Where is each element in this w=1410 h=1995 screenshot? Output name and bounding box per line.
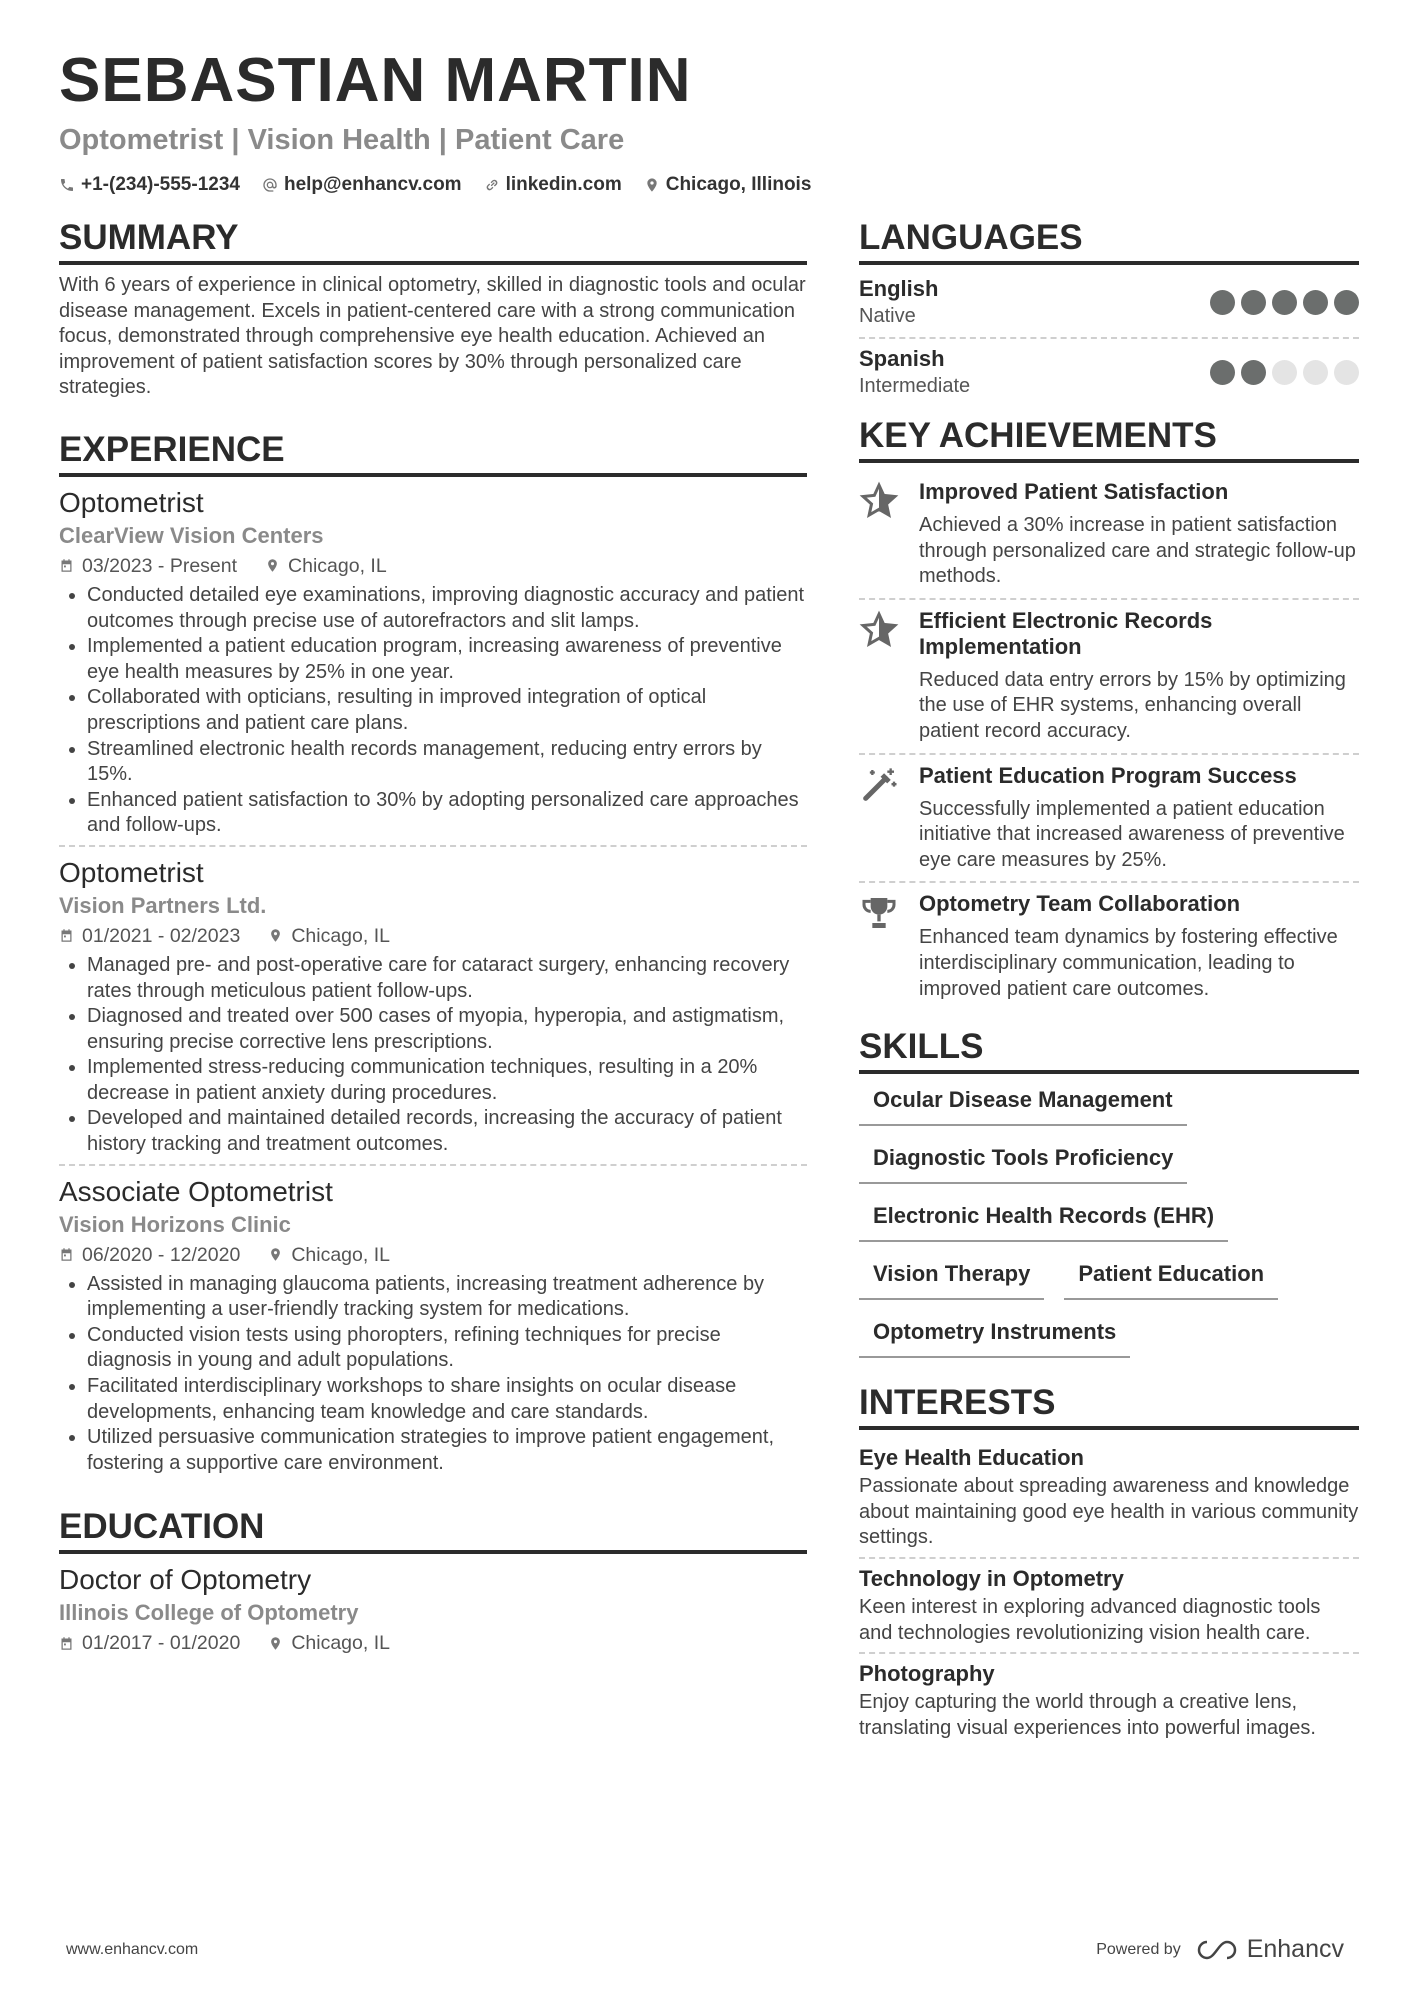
- interest-desc: Keen interest in exploring advanced diagnostic tools and technologies revolutionizing vision health care.: [859, 1595, 1321, 1644]
- infinity-logo-icon: [1195, 1938, 1239, 1962]
- rating-dot-empty: [1303, 360, 1328, 385]
- language-item: [859, 337, 1359, 407]
- job-location-text: Chicago, IL: [288, 554, 387, 577]
- language-rating: [1210, 290, 1359, 315]
- interest-title: Technology in Optometry: [859, 1565, 1124, 1591]
- interest-title: Eye Health Education: [859, 1445, 1084, 1471]
- job-bullet: • Streamlined electronic health records management, reducing entry errors by 15%.: [87, 737, 807, 788]
- education-section: [59, 1504, 807, 1658]
- job-company: Vision Horizons Clinic: [59, 1211, 291, 1237]
- achievement-desc: Reduced data entry errors by 15% by optimizing the use of EHR systems, enhancing overall patient record accuracy.: [919, 668, 1346, 742]
- achievements-heading: KEY ACHIEVEMENTS: [859, 413, 1359, 463]
- job-bullet: • Facilitated interdisciplinary workshops to share insights on ocular disease developments, enhancing team knowledge and care standards.: [87, 1374, 807, 1425]
- rating-dot-filled: [1303, 290, 1328, 315]
- language-item: [859, 273, 1359, 337]
- contact-location: [644, 174, 812, 196]
- contact-linkedin-text: linkedin.com: [505, 174, 622, 195]
- job-bullet: • Implemented a patient education program, increasing awareness of preventive eye health measures by 25% in one year.: [87, 634, 807, 685]
- job-bullets: [59, 1272, 807, 1477]
- achievement-item: [859, 881, 1359, 1010]
- right-column: [859, 215, 1359, 1747]
- brand-name: Enhancv: [1246, 1935, 1344, 1963]
- education-meta: [59, 1628, 807, 1658]
- job-bullet: • Managed pre- and post-operative care for cataract surgery, enhancing recovery rates through meticulous patient follow-ups.: [87, 953, 807, 1004]
- language-rating: [1210, 360, 1359, 385]
- achievement-item: [859, 471, 1359, 598]
- rating-dot-empty: [1272, 360, 1297, 385]
- powered-by-label: Powered by: [1096, 1940, 1181, 1958]
- job-title: Associate Optometrist: [59, 1175, 333, 1207]
- page-footer: [66, 1935, 1344, 1964]
- job-entry: [59, 485, 807, 845]
- achievements-section: [859, 413, 1359, 1010]
- languages-heading: LANGUAGES: [859, 215, 1359, 265]
- job-dates-text: 01/2021 - 02/2023: [82, 924, 241, 947]
- education-degree: Doctor of Optometry: [59, 1564, 312, 1596]
- interest-title: Photography: [859, 1661, 995, 1687]
- education-school: Illinois College of Optometry: [59, 1600, 359, 1626]
- job-bullet: • Utilized persuasive communication strategies to improve patient engagement, fostering a supportive care environment.: [87, 1425, 807, 1476]
- contact-bar: [59, 174, 1359, 196]
- calendar-icon: [59, 1246, 74, 1263]
- at-icon: [262, 177, 278, 193]
- language-level: Native: [859, 305, 916, 327]
- language-level: Intermediate: [859, 375, 971, 397]
- contact-email[interactable]: [262, 174, 462, 196]
- education-location: [268, 1628, 390, 1658]
- skill-tag: Vision Therapy: [859, 1260, 1044, 1300]
- rating-dot-filled: [1272, 290, 1297, 315]
- job-company: Vision Partners Ltd.: [59, 892, 267, 918]
- link-icon: [484, 177, 500, 193]
- education-dates: [59, 1628, 240, 1658]
- star-icon: [859, 481, 899, 521]
- rating-dot-filled: [1210, 360, 1235, 385]
- job-bullet: • Diagnosed and treated over 500 cases of myopia, hyperopia, and astigmatism, ensuring precise corrective lens prescriptions.: [87, 1004, 807, 1055]
- experience-heading: EXPERIENCE: [59, 427, 807, 477]
- resume-header: [59, 38, 1359, 196]
- summary-section: [59, 215, 807, 401]
- experience-section: [59, 427, 807, 1482]
- achievement-title: Optometry Team Collaboration: [919, 891, 1241, 917]
- job-bullet: • Assisted in managing glaucoma patients, increasing treatment adherence by implementing a user-friendly tracking system for medications.: [87, 1272, 807, 1323]
- job-location: [268, 1240, 390, 1270]
- education-location-text: Chicago, IL: [291, 1632, 390, 1655]
- rating-dot-filled: [1210, 290, 1235, 315]
- job-bullets: [59, 583, 807, 839]
- interest-item: [859, 1438, 1359, 1557]
- rating-dot-filled: [1334, 290, 1359, 315]
- skill-tag: Ocular Disease Management: [859, 1086, 1187, 1126]
- education-heading: EDUCATION: [59, 1504, 807, 1554]
- job-bullet: • Enhanced patient satisfaction to 30% by adopting personalized care approaches and follow-ups.: [87, 788, 807, 839]
- job-meta: [59, 551, 807, 581]
- calendar-icon: [59, 557, 74, 574]
- summary-heading: SUMMARY: [59, 215, 807, 265]
- skills-section: [859, 1024, 1359, 1358]
- interest-item: [859, 1652, 1359, 1747]
- location-pin-icon: [268, 927, 283, 944]
- job-bullet: • Conducted vision tests using phoropters, refining techniques for precise diagnosis in young and adult populations.: [87, 1323, 807, 1374]
- job-meta: [59, 921, 807, 951]
- calendar-icon: [59, 1635, 74, 1652]
- rating-dot-filled: [1241, 290, 1266, 315]
- interests-section: [859, 1380, 1359, 1747]
- job-bullet: • Conducted detailed eye examinations, improving diagnostic accuracy and patient outcomes through precise use of autorefractors and slit lamps.: [87, 583, 807, 634]
- footer-brand: [1096, 1935, 1344, 1964]
- job-bullet: • Developed and maintained detailed records, increasing the accuracy of patient history tracking and treatment outcomes.: [87, 1106, 807, 1157]
- job-entry: [59, 1164, 807, 1483]
- achievement-title: Efficient Electronic Records Implementation: [919, 607, 1213, 659]
- job-meta: [59, 1240, 807, 1270]
- achievement-title: Patient Education Program Success: [919, 762, 1297, 788]
- job-location-text: Chicago, IL: [291, 1243, 390, 1266]
- job-location-text: Chicago, IL: [291, 924, 390, 947]
- skill-tag: Patient Education: [1064, 1260, 1278, 1300]
- achievement-desc: Successfully implemented a patient education initiative that increased awareness of preventive eye care measures by 25%.: [919, 797, 1345, 871]
- job-bullet: • Implemented stress-reducing communication techniques, resulting in a 20% decrease in patient anxiety during procedures.: [87, 1055, 807, 1106]
- job-dates-text: 06/2020 - 12/2020: [82, 1243, 241, 1266]
- contact-location-text: Chicago, Illinois: [665, 174, 812, 195]
- job-bullets: [59, 953, 807, 1158]
- interests-heading: INTERESTS: [859, 1380, 1359, 1430]
- interest-desc: Enjoy capturing the world through a creative lens, translating visual experiences into powerful images.: [859, 1691, 1316, 1739]
- job-title: Optometrist: [59, 486, 204, 518]
- contact-phone[interactable]: [59, 174, 240, 196]
- left-column: [59, 215, 807, 1658]
- language-name: English: [859, 276, 939, 301]
- location-pin-icon: [265, 557, 280, 574]
- phone-icon: [59, 177, 75, 193]
- skill-tag: Diagnostic Tools Proficiency: [859, 1144, 1187, 1184]
- summary-text: With 6 years of experience in clinical optometry, skilled in diagnostic tools and ocular disease management. Excels in patient-centered care with a strong communication focus, demonstrated through comprehensive eye health education. Achieved an improvement of patient satisfaction scores by 30% through personalized care strategies.: [59, 274, 806, 399]
- interest-desc: Passionate about spreading awareness and knowledge about maintaining good eye health in various community settings.: [859, 1475, 1359, 1549]
- job-company: ClearView Vision Centers: [59, 522, 324, 548]
- language-name: Spanish: [859, 346, 945, 371]
- trophy-icon: [859, 893, 899, 933]
- job-dates: [59, 551, 237, 581]
- location-pin-icon: [268, 1246, 283, 1263]
- location-pin-icon: [644, 177, 660, 193]
- education-dates-text: 01/2017 - 01/2020: [82, 1632, 241, 1655]
- contact-phone-text: +1-(234)-555-1234: [81, 174, 240, 195]
- enhancv-logo[interactable]: [1195, 1935, 1344, 1964]
- skills-heading: SKILLS: [859, 1024, 1359, 1074]
- location-pin-icon: [268, 1635, 283, 1652]
- star-icon: [859, 610, 899, 650]
- job-dates: [59, 1240, 240, 1270]
- rating-dot-filled: [1241, 360, 1266, 385]
- magic-wand-icon: [859, 765, 899, 805]
- achievement-item: [859, 753, 1359, 882]
- languages-section: [859, 215, 1359, 407]
- job-bullet: • Collaborated with opticians, resulting in improved integration of optical prescriptions and patient care plans.: [87, 685, 807, 736]
- achievement-desc: Enhanced team dynamics by fostering effective interdisciplinary communication, leading to improved patient care outcomes.: [919, 926, 1338, 1000]
- job-location: [268, 921, 390, 951]
- interest-item: [859, 1557, 1359, 1652]
- footer-website[interactable]: www.enhancv.com: [66, 1940, 199, 1958]
- skills-list: [859, 1086, 1359, 1358]
- skill-tag: Optometry Instruments: [859, 1318, 1130, 1358]
- contact-email-text: help@enhancv.com: [283, 174, 462, 195]
- job-location: [265, 551, 387, 581]
- achievement-item: [859, 598, 1359, 753]
- calendar-icon: [59, 927, 74, 944]
- skill-tag: Electronic Health Records (EHR): [859, 1202, 1228, 1242]
- job-entry: [59, 845, 807, 1164]
- job-dates: [59, 921, 240, 951]
- rating-dot-empty: [1334, 360, 1359, 385]
- achievement-title: Improved Patient Satisfaction: [919, 479, 1229, 504]
- job-title: Optometrist: [59, 856, 204, 888]
- contact-linkedin[interactable]: [484, 174, 622, 196]
- candidate-title: Optometrist | Vision Health | Patient Care: [59, 124, 625, 156]
- job-dates-text: 03/2023 - Present: [82, 554, 238, 577]
- achievement-desc: Achieved a 30% increase in patient satisfaction through personalized care and strategic follow-up methods.: [919, 514, 1356, 588]
- candidate-name: SEBASTIAN MARTIN: [59, 46, 692, 115]
